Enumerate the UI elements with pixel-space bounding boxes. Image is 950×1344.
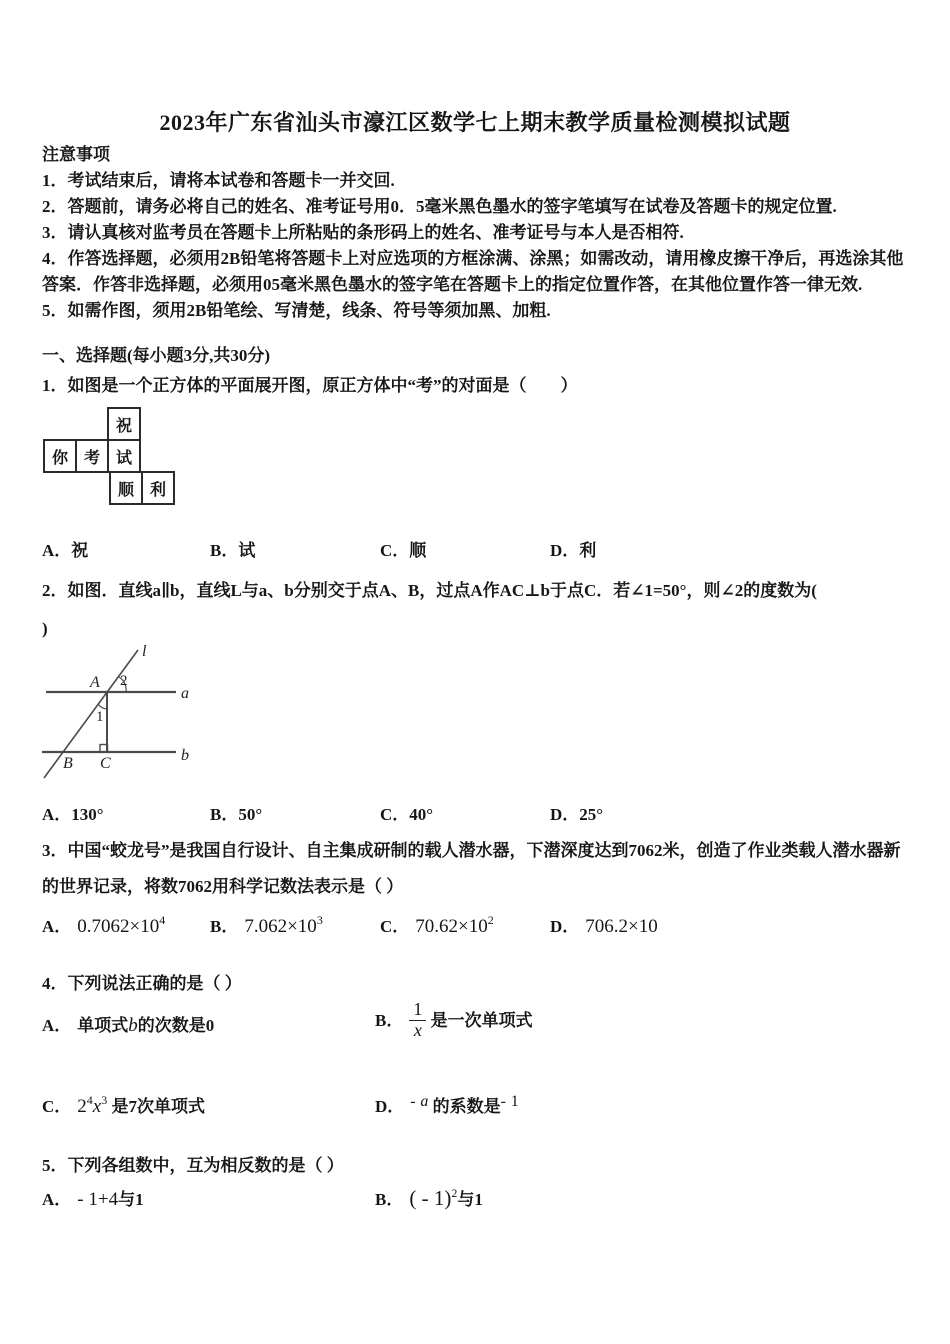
notice-item-2: 2．答题前，请务必将自己的姓名、准考证号用0．5毫米黑色墨水的签字笔填写在试卷及答题卡的规定位置. <box>42 197 837 216</box>
notice-section <box>42 142 914 324</box>
q3-option-d <box>550 912 658 938</box>
label-a: a <box>181 685 189 702</box>
parallel-lines-figure <box>36 640 236 792</box>
q5-option-b-math: ( - 1)$^2$ <box>409 1185 458 1210</box>
q5-option-b <box>375 1185 483 1211</box>
net-cell-kao: 考 <box>75 439 109 473</box>
q3-option-a-label: A． <box>42 917 72 936</box>
q4-option-c <box>42 1092 375 1118</box>
net-cell-shi: 试 <box>107 439 141 473</box>
q3-option-b-label: B． <box>210 917 239 936</box>
q1-option-d: D．利 <box>550 541 597 560</box>
question-5-text-line: 5．下列各组数中，互为相反数的是（ ） <box>42 1156 344 1175</box>
net-cell-ni: 你 <box>43 439 77 473</box>
label-angle-1: 1 <box>96 709 104 725</box>
q5-option-a-post: 与1 <box>118 1190 144 1209</box>
q5-option-b-label: B． <box>375 1190 404 1209</box>
question-3-options <box>42 912 658 938</box>
notice-item-5: 5．如需作图，须用2B铅笔绘、写清楚，线条、符号等须加黑、加粗. <box>42 301 551 320</box>
question-3-text <box>42 833 914 905</box>
q4-option-d-math2: - $^1$ <box>500 1093 519 1110</box>
notice-item-3: 3．请认真核对监考员在答题卡上所粘贴的条形码上的姓名、准考证号与本人是否相符. <box>42 223 684 242</box>
question-4-text-line: 4．下列说法正确的是（ ） <box>42 974 242 993</box>
q1-option-c: C．顺 <box>380 541 427 560</box>
label-A: A <box>90 674 100 691</box>
q3-option-a-value: $0.7062\times 10^4$ <box>77 912 166 937</box>
q4-option-d-label: D． <box>375 1097 405 1116</box>
label-b: b <box>181 747 189 764</box>
q4-option-b-fraction: $\frac{1}{x}$ <box>409 1000 426 1041</box>
cube-net-figure <box>43 407 178 507</box>
question-2-text <box>42 572 914 648</box>
q4-option-d-math1: - $^a$ <box>410 1093 429 1110</box>
label-C: C <box>100 755 111 772</box>
net-cell-li: 利 <box>141 471 175 505</box>
question-3-text-body: 3．中国“蛟龙号”是我国自行设计、自主集成研制的载人潜水器，下潜深度达到7062米，创造了作业类载人潜水器新的世界记录，将数7062用科学记数法表示是（ ） <box>42 841 901 896</box>
question-4-options-row-1 <box>42 1000 533 1041</box>
q3-option-c <box>380 912 550 938</box>
line-l <box>44 650 138 778</box>
q4-option-a-post: 的次数是0 <box>137 1015 215 1035</box>
q3-option-b <box>210 912 380 938</box>
q4-option-c-post: 是7次单项式 <box>111 1097 205 1116</box>
question-2-options <box>42 800 603 825</box>
q2-option-d: D．25° <box>550 805 604 824</box>
q4-option-d-mid: 的系数是 <box>432 1097 501 1116</box>
label-l: l <box>142 643 147 660</box>
q2-option-b: B．50° <box>210 805 263 824</box>
notice-item-4: 4．作答选择题，必须用2B铅笔将答题卡上对应选项的方框涂满、涂黑；如需改动，请用橡皮擦干净后，再选涂其他答案．作答非选择题，必须用05毫米黑色墨水的签字笔在答题卡上的指定位置作答，在其他位置作答一律无效. <box>42 249 904 294</box>
q4-option-a-pre: 单项式 <box>77 1015 129 1035</box>
q4-option-c-math: $2^4x^3$ <box>77 1092 108 1117</box>
question-4-options-row-2 <box>42 1092 519 1118</box>
q2-option-a: A．130° <box>42 805 104 824</box>
question-1-text <box>42 367 914 405</box>
question-2-text-line1: 2．如图．直线a∥b，直线L与a、b分别交于点A、B，过点A作AC⊥b于点C．若∠1=50°，则∠2的度数为( <box>42 581 817 600</box>
question-5-options <box>42 1185 483 1211</box>
q4-option-c-label: C． <box>42 1097 72 1116</box>
section-1-heading: 一、选择题(每小题3分,共30分) <box>42 346 271 365</box>
q3-option-a <box>42 912 210 938</box>
question-1-options <box>42 536 596 561</box>
question-2-text-line2: ) <box>42 619 48 638</box>
q4-option-a-label: A． <box>42 1015 72 1035</box>
page-title: 2023年广东省汕头市濠江区数学七上期末教学质量检测模拟试题 <box>159 110 791 135</box>
notice-heading: 注意事项 <box>42 145 110 164</box>
q5-option-b-post: 与1 <box>457 1190 483 1209</box>
q1-option-b: B．试 <box>210 541 256 560</box>
q4-option-a <box>42 1011 375 1037</box>
question-4-text <box>42 965 914 1003</box>
label-B: B <box>63 755 73 772</box>
label-angle-2: 2 <box>120 673 128 689</box>
q3-option-d-label: D． <box>550 917 580 936</box>
net-cell-zhu: 祝 <box>107 407 141 441</box>
q3-option-b-value: $7.062\times 10^3$ <box>244 912 323 937</box>
q3-option-d-value: 706.2×10 <box>585 916 658 937</box>
notice-item-1: 1．考试结束后，请将本试卷和答题卡一并交回. <box>42 171 395 190</box>
question-1-text-line: 1．如图是一个正方体的平面展开图，原正方体中“考”的对面是（ ） <box>42 376 578 395</box>
q5-option-a-label: A． <box>42 1190 72 1209</box>
q2-option-c: C．40° <box>380 805 434 824</box>
question-5-text <box>42 1147 914 1185</box>
net-cell-shun: 顺 <box>109 471 143 505</box>
q4-option-a-var: b <box>128 1014 138 1036</box>
q3-option-c-value: $70.62\times 10^2$ <box>415 912 494 937</box>
q4-option-b-post: 是一次单项式 <box>430 1010 533 1030</box>
q5-option-a-math: - 1+4 <box>77 1189 119 1210</box>
q1-option-a: A．祝 <box>42 541 89 560</box>
q3-option-c-label: C． <box>380 917 410 936</box>
q4-option-d <box>375 1092 519 1118</box>
q4-option-b-label: B． <box>375 1010 404 1030</box>
q4-option-b <box>375 1000 533 1041</box>
q5-option-a <box>42 1185 375 1211</box>
